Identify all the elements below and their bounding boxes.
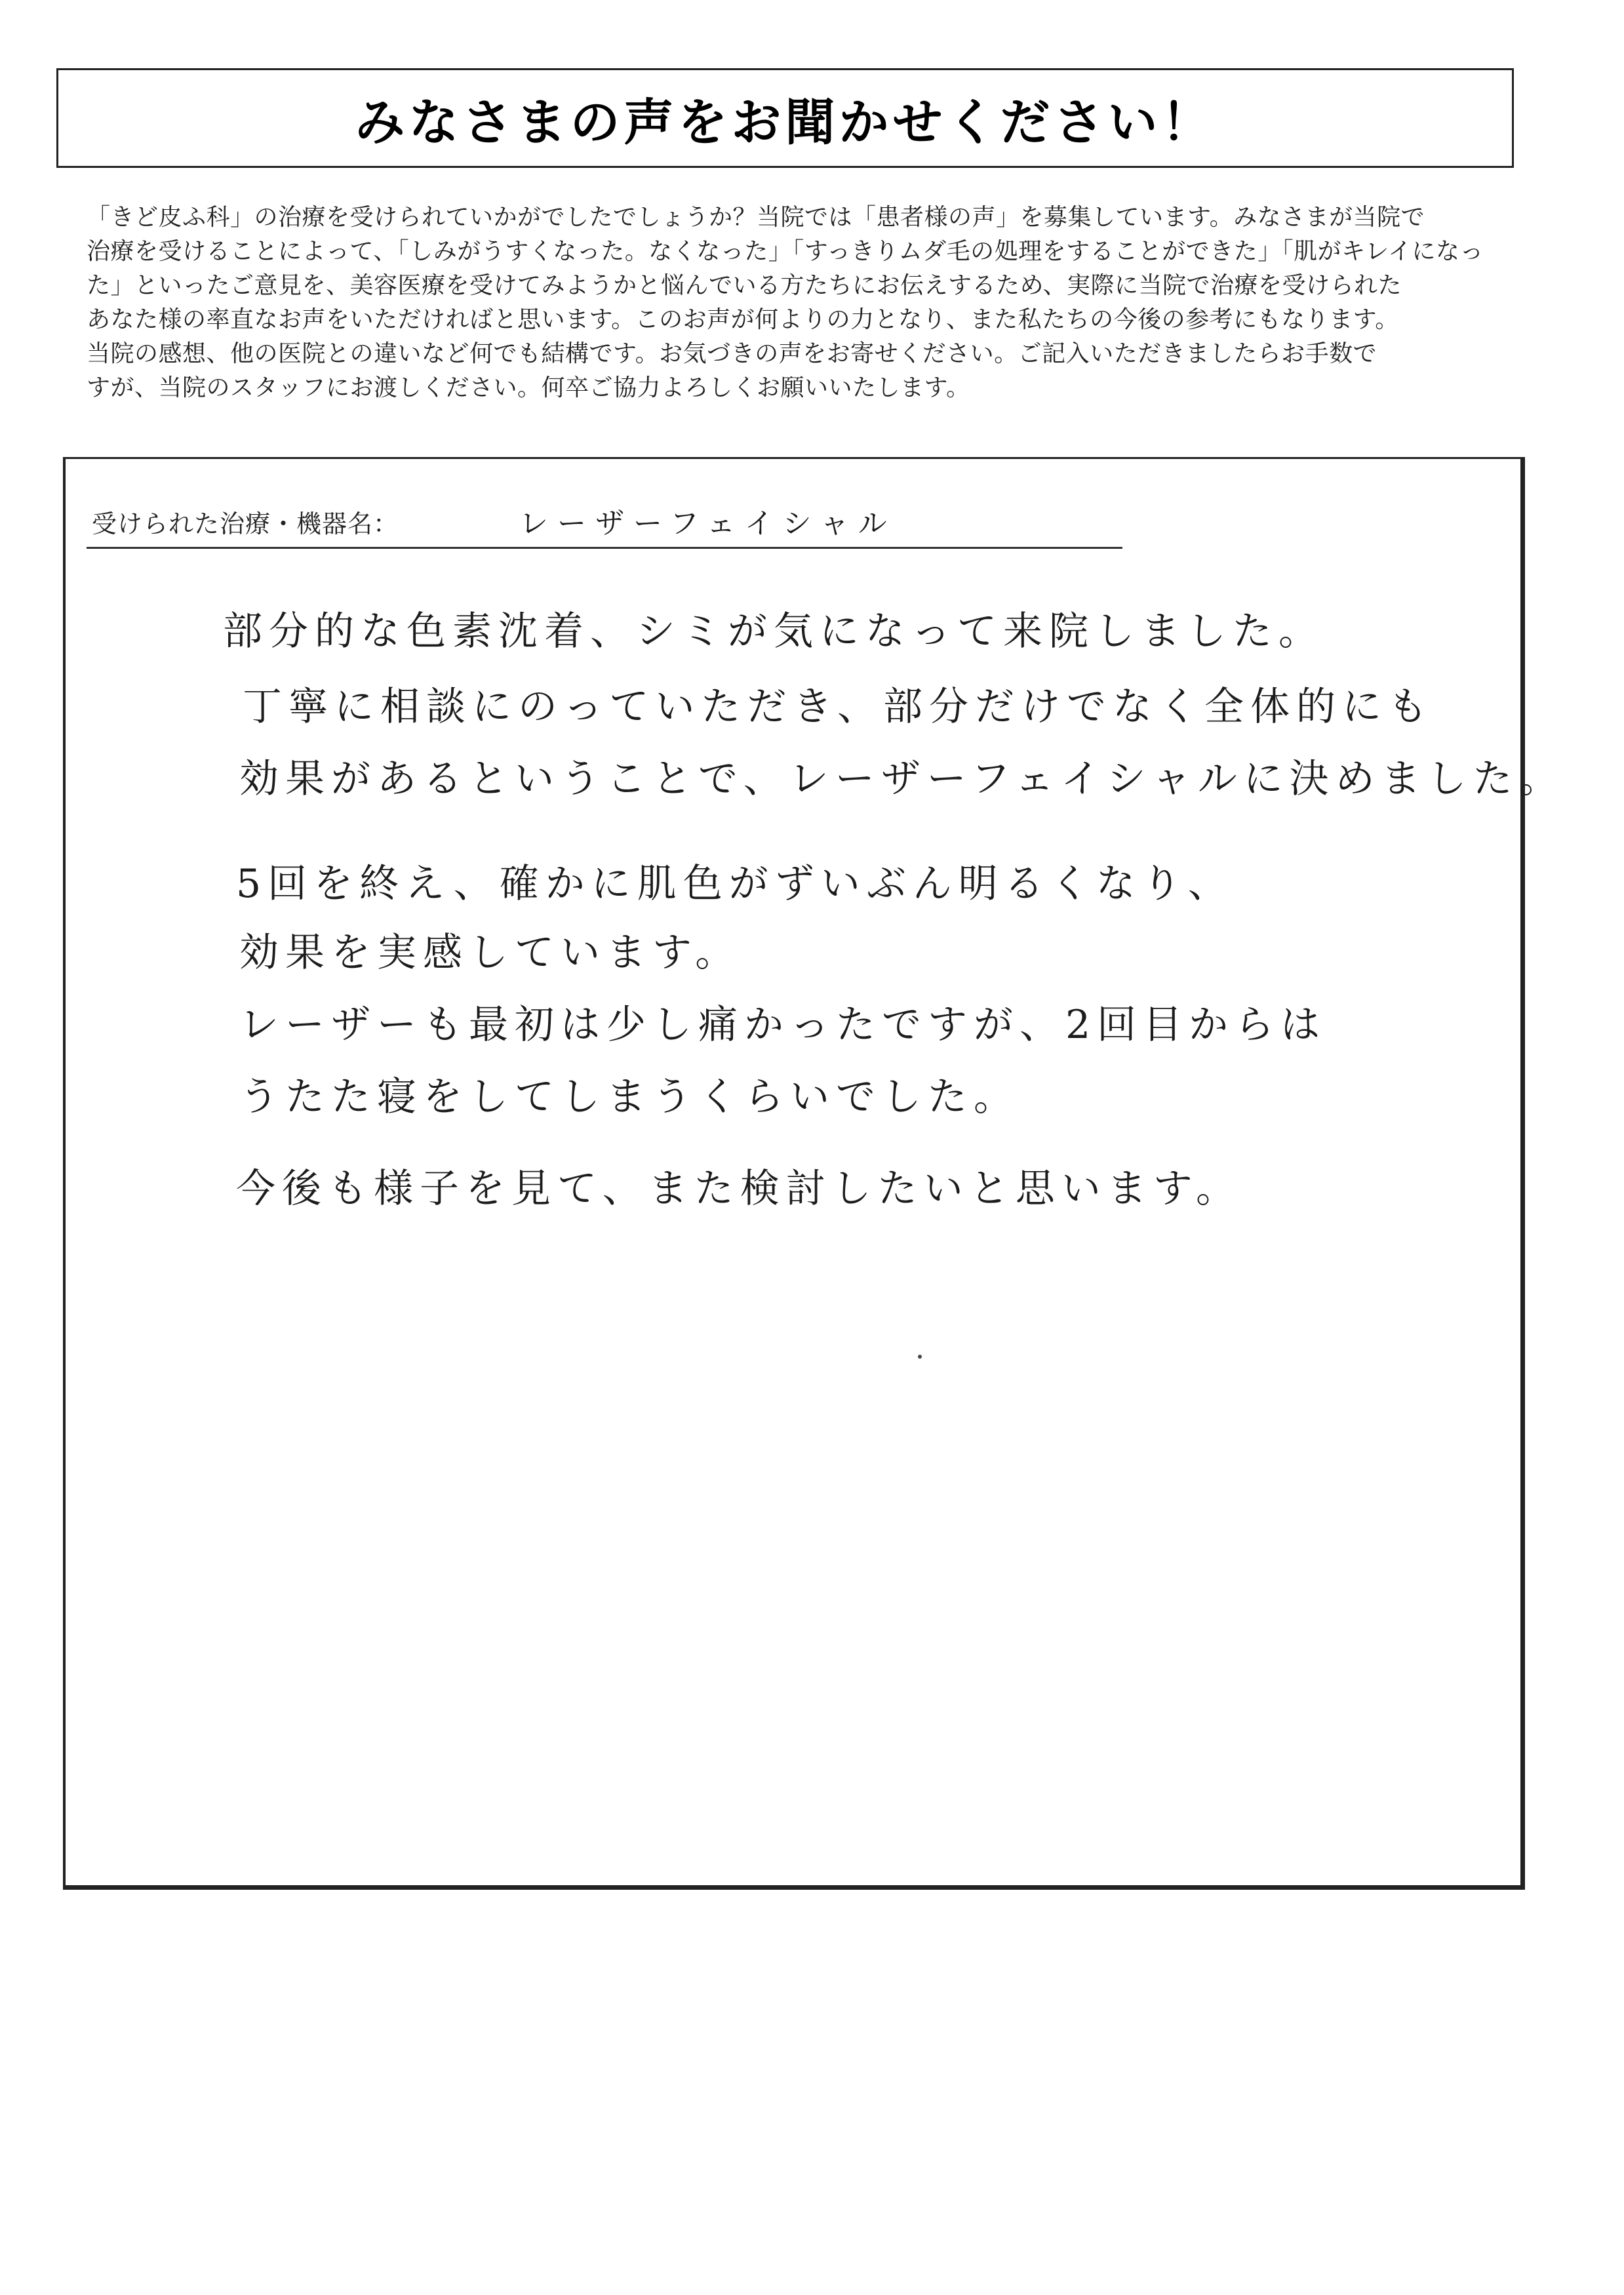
intro-line: 「きど皮ふ科」の治療を受けられていかがでしたでしょうか？当院では「患者様の声」を募集しています。みなさまが当院で bbox=[87, 204, 1425, 231]
comment-line: レーザーも最初は少し痛かったですが、2回目からは bbox=[239, 1002, 1327, 1048]
comment-line: 効果を実感しています。 bbox=[239, 930, 742, 976]
comment-line: 部分的な色素沈着、シミが気になって来院しました。 bbox=[223, 609, 1324, 654]
page-title: みなさまの声をお聞かせください！ bbox=[355, 92, 1216, 151]
intro-line: あなた様の率直なお声をいただければと思います。このお声が何よりの力となり、また私たちの今後の参考にもなります。 bbox=[87, 306, 1399, 333]
title-box bbox=[56, 68, 1514, 168]
treatment-row bbox=[87, 497, 1122, 549]
treatment-label: 受けられた治療・機器名： bbox=[92, 509, 399, 538]
treatment-value: レーザーフェイシャル bbox=[519, 507, 896, 540]
ink-speck bbox=[918, 1355, 922, 1359]
intro-line: た」といったご意見を、美容医療を受けてみようかと悩んでいる方たちにお伝えするため、実際に当院で治療を受けられた bbox=[87, 272, 1402, 299]
comment-line: 5回を終え、確かに肌色がずいぶん明るくなり、 bbox=[236, 861, 1234, 907]
intro-line: すが、当院のスタッフにお渡しください。何卒ご協力よろしくお願いいたします。 bbox=[87, 374, 970, 401]
comment-line: 丁寧に相談にのっていただき、部分だけでなく全体的にも bbox=[243, 684, 1434, 730]
comment-line: うたた寝をしてしまうくらいでした。 bbox=[239, 1074, 1020, 1120]
intro-line: 治療を受けることによって、「しみがうすくなった。なくなった」「すっきりムダ毛の処理をすることができた」「肌がキレイになっ bbox=[87, 238, 1484, 265]
comment-line: 今後も様子を見て、また検討したいと思います。 bbox=[236, 1166, 1242, 1212]
intro-paragraph bbox=[87, 201, 1496, 405]
intro-line: 当院の感想、他の医院との違いなど何でも結構です。お気づきの声をお寄せください。ご記入いただきましたらお手数で bbox=[87, 340, 1377, 367]
comment-line: 効果があるということで、レーザーフェイシャルに決めました。 bbox=[239, 756, 1565, 802]
